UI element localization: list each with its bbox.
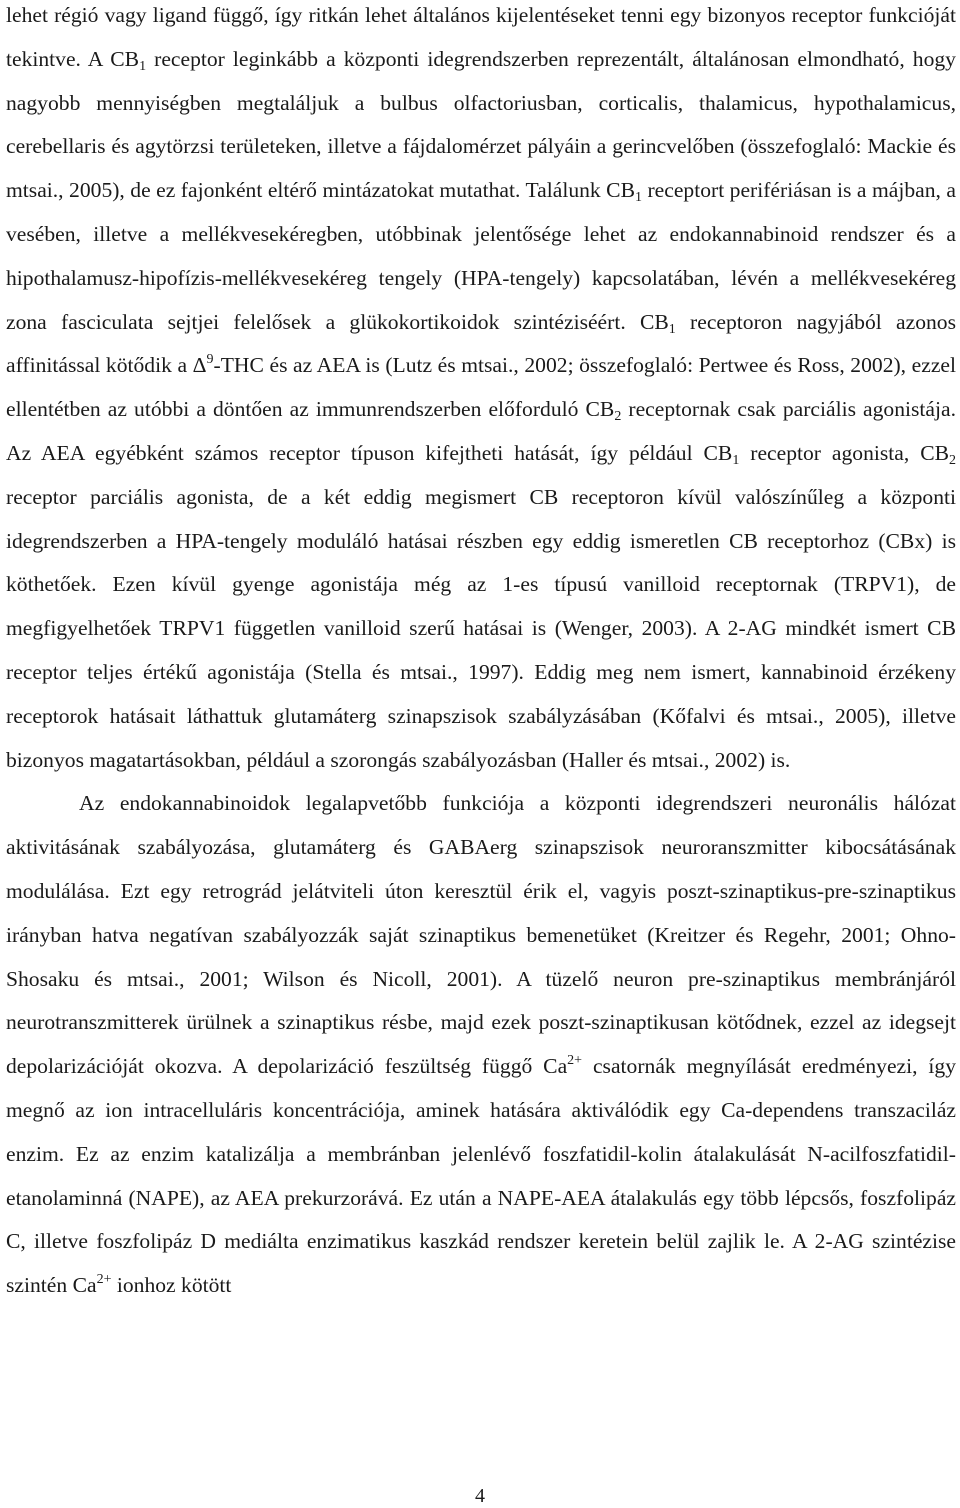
text-run: Az endokannabinoidok legalapvetőbb funkciója a központi idegrendszeri neuronális hálózat aktivitásának szabályozása, glutamáterg és GABAerg szinapszisok neuroranszmitter kibocsátásának modulálása. Ezt egy retrográd jelátviteli úton keresztül érik el, vagyis poszt-szinaptikus-pre-szinaptikus irányban hatva negatívan szabályozzák saját szinaptikus bemenetüket (Kreitzer és Regehr, 2001; Ohno-Shosaku és mtsai., 2001; Wilson és Nicoll, 2001). A tüzelő neuron pre-szinaptikus membránjáról neurotranszmitterek ürülnek a szinaptikus résbe, majd ezek poszt-szinaptikusan kötődnek, ezzel az idegsejt depolarizációját okozva. A depolarizáció feszültség függő Ca bbox=[6, 791, 956, 1079]
superscript: 2+ bbox=[96, 1272, 112, 1288]
text-run: receptor leginkább a központi idegrendszerben reprezentált, általánosan elmondható, hogy nagyobb mennyiségben megtaláljuk a bulbus olfactoriusban, corticalis, thalamicus, hypothalamicus, cerebellaris és agytörzsi területeken, illetve a fájdalomérzet pályáin a gerincvelőben (összefoglaló: Mackie és mtsai., 2005), de ez fajonként eltérő mintázatokat mutathat. Találunk CB bbox=[6, 46, 956, 203]
text-run: lehet régió vagy ligand függő, így ritkán lehet általános kijelentéseket tenni egy bizonyos receptor funkcióját tekintve. A CB bbox=[6, 3, 956, 71]
paragraph-1 bbox=[6, 0, 956, 782]
text-run: receptoron nagyjából azonos affinitással kötődik a Δ bbox=[6, 309, 956, 378]
subscript: 2 bbox=[614, 409, 622, 425]
subscript: 2 bbox=[949, 452, 957, 468]
subscript: 1 bbox=[635, 190, 642, 206]
text-run: receptort perifériásan is a májban, a vesében, illetve a mellékvesekéregben, utóbbinak jelentősége lehet az endokannabinoid rendszer és a hipothalamusz-hipofízis-mellékvesekéreg tengely (HPA-tengely) kapcsolatában, lévén a mellékvesekéreg zona fasciculata sejtjei felelősek a glükokortikoidok szintéziséért. CB bbox=[6, 178, 956, 334]
subscript: 1 bbox=[732, 452, 740, 468]
superscript: 2+ bbox=[567, 1053, 583, 1069]
text-run: receptor parciális agonista, de a két eddig megismert CB receptoron kívül valószínűleg a központi idegrendszerben a HPA-tengely moduláló hatásai részben egy eddig ismeretlen CB receptorhoz (CBx) is köthetőek. Ezen kívül gyenge agonistája még az 1-es típusú vanilloid receptornak (TRPV1), de megfigyelhetőek TRPV1 független vanilloid szerű hatásai is (Wenger, 2003). A 2-AG mindkét ismert CB receptor teljes értékű agonistája (Stella és mtsai., 1997). Eddig meg nem ismert, kannabinoid érzékeny receptorok hatásait láthattuk glutamáterg szinapszisok szabályzásában (Kőfalvi és mtsai., 2005), illetve bizonyos magatartásokban, például a szorongás szabályozásban (Haller és mtsai., 2002) is. bbox=[6, 484, 956, 772]
text-run: -THC és az AEA is (Lutz és mtsai., 2002; összefoglaló: Pertwee és Ross, 2002), ezzel ellentétben az utóbbi a döntően az immunrendszerben előforduló CB bbox=[6, 353, 956, 422]
text-run: receptor agonista, CB bbox=[739, 440, 950, 465]
superscript: 9 bbox=[206, 352, 214, 368]
page-number: 4 bbox=[475, 1485, 485, 1507]
text-run: ionhoz kötött bbox=[111, 1273, 232, 1298]
document-body bbox=[6, 0, 956, 1308]
paragraph-2 bbox=[6, 782, 956, 1308]
text-run: receptornak csak parciális agonistája. Az AEA egyébként számos receptor típuson kifejtheti hatását, így például CB bbox=[6, 397, 956, 465]
subscript: 1 bbox=[139, 58, 147, 74]
subscript: 1 bbox=[668, 321, 676, 337]
text-run: csatornák megnyílását eredményezi, így megnő az ion intracelluláris koncentrációja, aminek hatására aktiválódik egy Ca-dependens transzaciláz enzim. Ez az enzim katalizálja a membránban jelenlévő foszfatidil-kolin átalakulását N-acilfoszfatidil-etanolaminná (NAPE), az AEA prekurzorává. Ez után a NAPE-AEA átalakulás egy több lépcsős, foszfolipáz C, illetve foszfolipáz D mediálta enzimatikus kaszkád rendszer keretein belül zajlik le. A 2-AG szintézise szintén Ca bbox=[6, 1054, 956, 1298]
